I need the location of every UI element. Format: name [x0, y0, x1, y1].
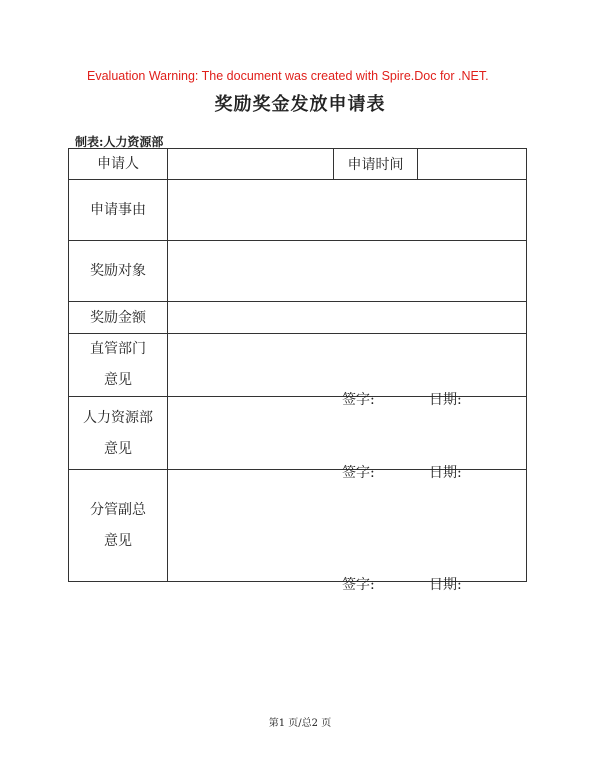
application-form-table — [68, 148, 527, 593]
dept-opinion-label — [69, 334, 168, 397]
table-row — [69, 149, 527, 180]
reason-label: 申请事由 — [69, 180, 168, 241]
vp-opinion-label — [69, 470, 168, 582]
target-label: 奖励对象 — [69, 241, 168, 302]
apply-time-label: 申请时间 — [334, 149, 418, 180]
date-label: 日期: — [429, 577, 462, 593]
table-row — [69, 397, 527, 470]
table-row — [69, 470, 527, 582]
hr-opinion-field[interactable] — [168, 397, 527, 481]
amount-field[interactable] — [168, 302, 527, 334]
vp-opinion-field[interactable] — [168, 470, 527, 593]
amount-label: 奖励金额 — [69, 302, 168, 334]
dept-opinion-field[interactable] — [168, 334, 527, 408]
apply-time-field[interactable] — [418, 149, 527, 180]
hr-label-line2: 意见 — [104, 441, 132, 457]
applicant-field[interactable] — [168, 149, 334, 180]
sign-label: 签字: — [342, 392, 375, 408]
date-label: 日期: — [429, 465, 462, 481]
table-row — [69, 241, 527, 302]
table-row — [69, 180, 527, 241]
sign-label: 签字: — [342, 465, 375, 481]
hr-opinion-label — [69, 397, 168, 470]
sign-label: 签字: — [342, 577, 375, 593]
form-maker: 制表:人力资源部 — [75, 135, 164, 149]
target-field[interactable] — [168, 241, 527, 302]
hr-label-line1: 人力资源部 — [83, 410, 153, 426]
evaluation-warning: Evaluation Warning: The document was created with Spire.Doc for .NET. — [87, 69, 489, 83]
table-row — [69, 334, 527, 397]
vp-label-line2: 意见 — [104, 533, 132, 549]
date-label: 日期: — [429, 392, 462, 408]
dept-label-line1: 直管部门 — [90, 341, 146, 357]
reason-field[interactable] — [168, 180, 527, 241]
applicant-label: 申请人 — [69, 149, 168, 180]
dept-label-line2: 意见 — [104, 372, 132, 388]
vp-label-line1: 分管副总 — [90, 502, 146, 518]
form-title: 奖励奖金发放申请表 — [214, 94, 386, 115]
page-footer: 第1 页/总2 页 — [268, 718, 332, 729]
table-row — [69, 302, 527, 334]
